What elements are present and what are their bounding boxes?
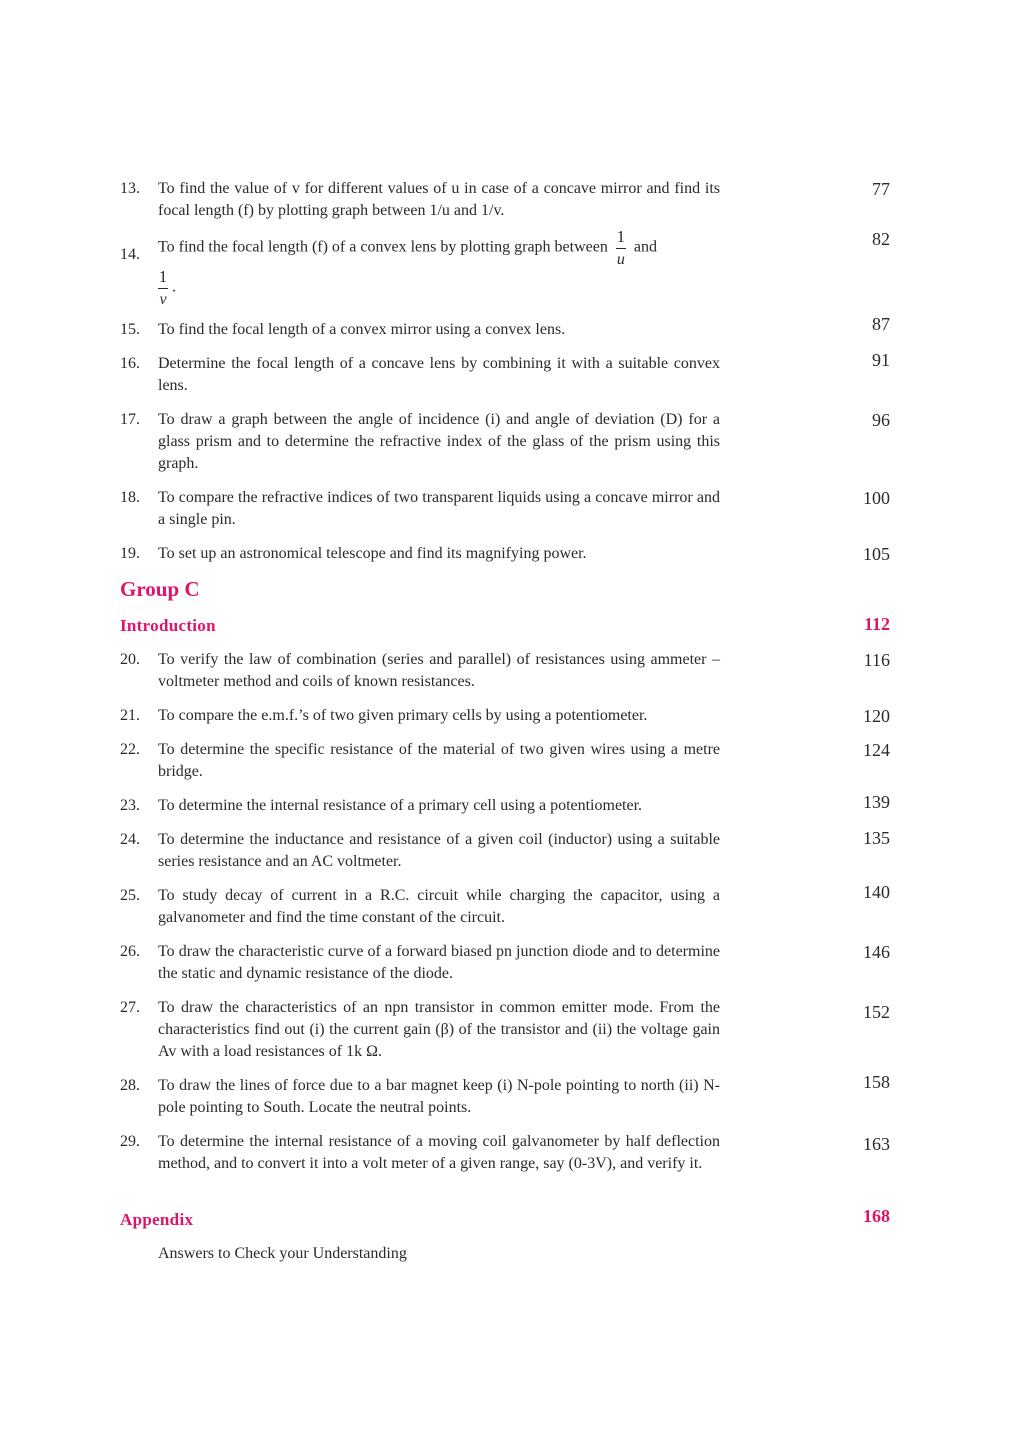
entry-page: 158: [863, 1072, 890, 1092]
entry-title: To draw the characteristics of an npn transistor in common emitter mode. From the characteristics find out (i) the current gain (β) of the transistor and (ii) the voltage gain Av with a load resistances of 1k Ω.: [158, 999, 720, 1060]
fraction-numerator: 1: [158, 267, 168, 286]
entry-number: 21.: [120, 707, 140, 724]
entry-title: To study decay of current in a R.C. circuit while charging the capacitor, using a galvanometer and find the time constant of the circuit.: [158, 887, 720, 926]
entry-title: To find the focal length of a convex mirror using a convex lens.: [158, 321, 566, 338]
entry-page: 77: [872, 179, 890, 199]
entry-number: 20.: [120, 651, 140, 668]
entry-number: 19.: [120, 545, 140, 562]
entry-title: To find the value of v for different values of u in case of a concave mirror and find its focal length (f) by plotting graph between 1/u and 1/v.: [158, 180, 720, 219]
entry-page: 140: [863, 882, 890, 902]
toc-entry-14[interactable]: [120, 228, 890, 308]
entry-title: To compare the refractive indices of two transparent liquids using a concave mirror and a single pin.: [158, 489, 720, 528]
entry-page: 146: [863, 942, 890, 962]
entry-page: 91: [872, 350, 890, 370]
entry-title: To draw the characteristic curve of a forward biased pn junction diode and to determine the static and dynamic resistance of the diode.: [158, 943, 720, 982]
entry-number: 17.: [120, 411, 140, 428]
entry-title: To compare the e.m.f.’s of two given primary cells by using a potentiometer.: [158, 707, 648, 724]
entry-number: 18.: [120, 489, 140, 506]
fraction-denominator: u: [616, 251, 625, 268]
entry-number: 28.: [120, 1077, 140, 1094]
fraction-numerator: 1: [616, 227, 626, 246]
entry-page: 135: [863, 828, 890, 848]
entry-title: To set up an astronomical telescope and find its magnifying power.: [158, 545, 587, 562]
entry-page: 163: [863, 1134, 890, 1154]
group-c-heading: Group C: [120, 577, 200, 601]
entry-number: 24.: [120, 831, 140, 848]
entry-title: To determine the specific resistance of the material of two given wires using a metre bridge.: [158, 741, 720, 780]
entry-title: To draw the lines of force due to a bar magnet keep (i) N-pole pointing to north (ii) N-pole pointing to South. Locate the neutral points.: [158, 1077, 720, 1116]
entry-number: 14.: [120, 246, 140, 263]
entry-page: 120: [863, 706, 890, 726]
entry-page: 152: [863, 1002, 890, 1022]
entry-number: 25.: [120, 887, 140, 904]
fraction-1-over-v: [158, 268, 168, 308]
entry-number: 27.: [120, 999, 140, 1016]
entry-title-part-a: To find the focal length (f) of a convex lens by plotting graph between: [158, 238, 608, 256]
entry-number: 13.: [120, 180, 140, 197]
entry-number: 22.: [120, 741, 140, 758]
entry-number: 16.: [120, 355, 140, 372]
entry-number: 26.: [120, 943, 140, 960]
entry-title: Answers to Check your Understanding: [158, 1245, 407, 1262]
fraction-denominator: v: [159, 291, 167, 308]
entry-title-part-b: and: [633, 238, 657, 256]
entry-title: To determine the inductance and resistance of a given coil (inductor) using a suitable series resistance and an AC voltmeter.: [158, 831, 720, 870]
entry-number: 23.: [120, 797, 140, 814]
introduction-heading[interactable]: Introduction: [120, 616, 216, 635]
appendix-page: 168: [863, 1206, 890, 1226]
entry-page: 105: [863, 544, 890, 564]
entry-title: To draw a graph between the angle of incidence (i) and angle of deviation (D) for a glass prism and to determine the refractive index of the glass of the prism using this graph.: [158, 411, 720, 472]
entry-page: 87: [872, 314, 890, 334]
entry-title: To verify the law of combination (series and parallel) of resistances using ammeter – voltmeter method and coils of known resistances.: [158, 651, 720, 690]
introduction-page: 112: [863, 614, 890, 634]
entry-page: 124: [863, 740, 890, 760]
entry-page: 116: [863, 650, 890, 670]
entry-page: 139: [863, 792, 890, 812]
entry-title: To determine the internal resistance of a primary cell using a potentiometer.: [158, 797, 643, 814]
entry-page: 96: [872, 410, 890, 430]
appendix-heading[interactable]: Appendix: [120, 1210, 194, 1229]
entry-page: 100: [863, 488, 890, 508]
entry-title: To determine the internal resistance of a moving coil galvanometer by half deflection method, and to convert it into a volt meter of a given range, say (0-3V), and verify it.: [158, 1133, 720, 1172]
entry-title: To find the focal length (f) of a convex lens by plotting graph between $\frac{1}{u}$ and $\frac{1}{v}$ .: [158, 227, 657, 308]
entry-number: 15.: [120, 321, 140, 338]
fraction-1-over-u: [616, 228, 626, 268]
entry-title: Determine the focal length of a concave lens by combining it with a suitable convex lens.: [158, 355, 720, 394]
entry-number: 29.: [120, 1133, 140, 1150]
entry-page: 82: [872, 229, 890, 249]
